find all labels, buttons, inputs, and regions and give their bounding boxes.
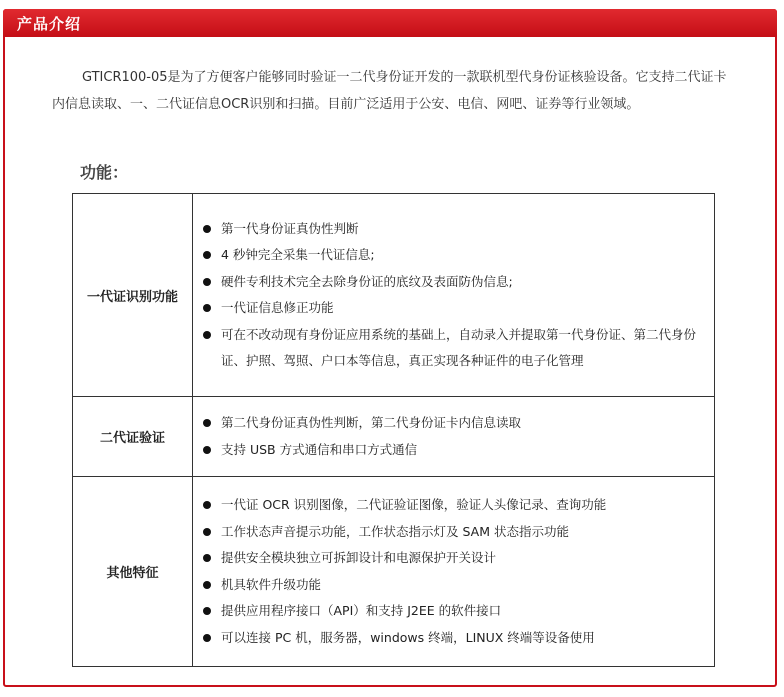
row-category: 一代证识别功能 [73,194,193,397]
list-item: 可以连接 PC 机，服务器，windows 终端，LINUX 终端等设备使用 [203,625,708,652]
bullet-icon [203,581,211,589]
list-item: 支持 USB 方式通信和串口方式通信 [203,437,708,464]
bullet-icon [203,331,211,339]
list-item: 第一代身份证真伪性判断 [203,216,708,243]
list-item: 4 秒钟完全采集一代证信息; [203,242,708,269]
bullet-icon [203,304,211,312]
row-category: 其他特征 [73,477,193,667]
bullet-icon [203,278,211,286]
features-table [72,193,715,667]
bullet-icon [203,634,211,642]
bullet-icon [203,554,211,562]
list-item: 提供安全模块独立可拆卸设计和电源保护开关设计 [203,545,708,572]
section-title: 产品介绍 [17,15,82,33]
list-item: 一代证信息修正功能 [203,295,708,322]
bullet-icon [203,225,211,233]
bullet-icon [203,501,211,509]
feature-list [203,410,708,463]
feature-list [203,216,708,375]
bullet-icon [203,251,211,259]
bullet-icon [203,446,211,454]
row-category: 二代证验证 [73,397,193,477]
intro-paragraph: GTICR100-05是为了方便客户能够同时验证一二代身份证开发的一款联机型代身份证核验设备。它支持二代证卡内信息读取、一、二代证信息OCR识别和扫描。目前广泛适用于公安、电信、网吧、证券等行业领域。 [52,70,727,112]
table-row [73,194,715,397]
list-item: 提供应用程序接口（API）和支持 J2EE 的软件接口 [203,598,708,625]
bullet-icon [203,419,211,427]
feature-list [203,492,708,651]
bullet-icon [203,528,211,536]
table-row [73,477,715,667]
list-item: 工作状态声音提示功能，工作状态指示灯及 SAM 状态指示功能 [203,519,708,546]
list-item: 一代证 OCR 识别图像，二代证验证图像，验证人头像记录、查询功能 [203,492,708,519]
bullet-icon [203,607,211,615]
list-item: 可在不改动现有身份证应用系统的基础上，自动录入并提取第一代身份证、第二代身份证、护照、驾照、户口本等信息，真正实现各种证件的电子化管理 [203,322,708,375]
list-item: 第二代身份证真伪性判断，第二代身份证卡内信息读取 [203,410,708,437]
list-item: 硬件专利技术完全去除身份证的底纹及表面防伪信息; [203,269,708,296]
section-header [3,9,777,37]
list-item: 机具软件升级功能 [203,572,708,599]
functions-heading: 功能： [80,163,129,182]
table-row [73,397,715,477]
